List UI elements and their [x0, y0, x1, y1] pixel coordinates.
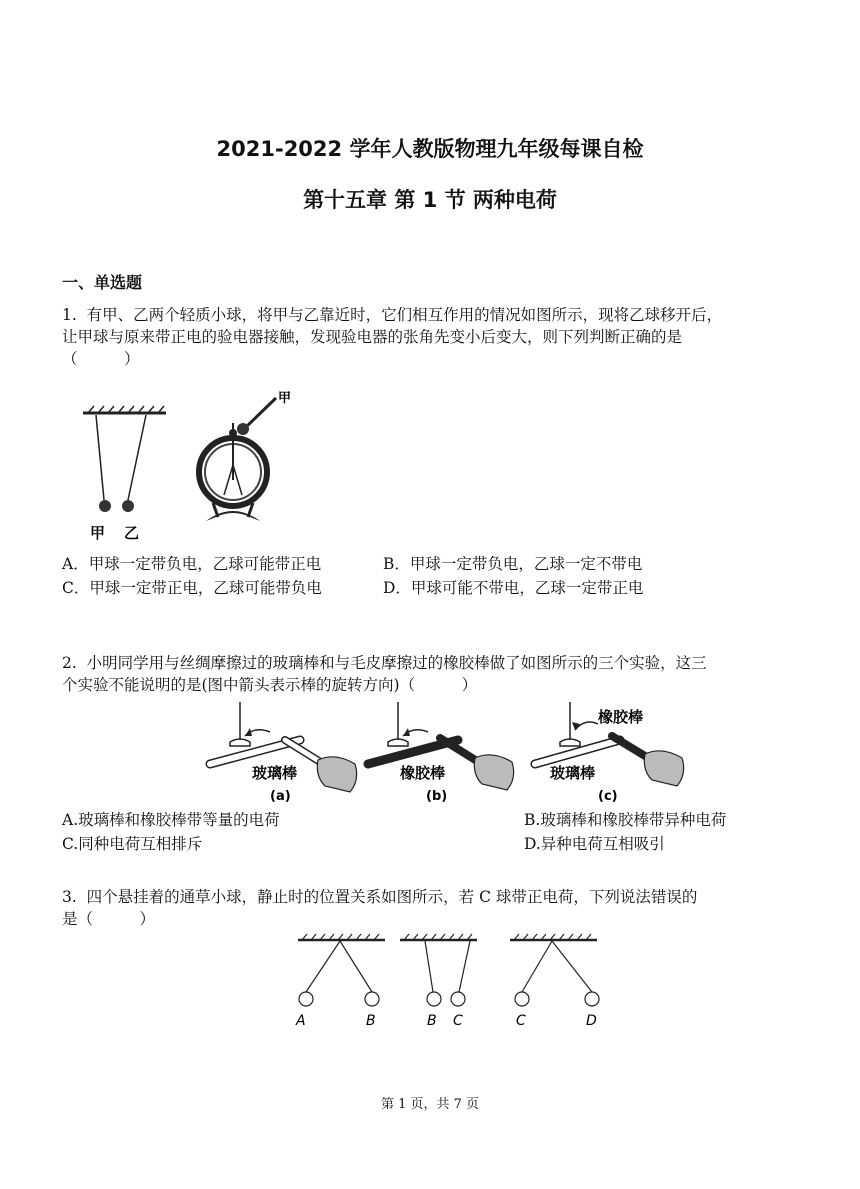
document-subtitle: 第十五章 第 1 节 两种电荷	[303, 188, 557, 212]
label-rod-jia: 甲	[278, 391, 292, 406]
question-2-number: 2.	[62, 654, 77, 672]
question-1-number: 1.	[62, 306, 77, 324]
label-g1-a: A	[296, 1013, 306, 1029]
question-1-option-d: D．甲球可能不带电，乙球一定带正电	[383, 579, 644, 597]
rod-jia	[246, 398, 276, 427]
question-2-option-a: A.玻璃棒和橡胶棒带等量的电荷	[62, 811, 280, 829]
question-3-stem	[62, 886, 840, 930]
question-2-option-d: D.异种电荷互相吸引	[524, 835, 665, 853]
label-g3-c: C	[516, 1013, 526, 1029]
question-2-figure	[200, 700, 700, 806]
label-c-rod: 玻璃棒	[550, 764, 596, 782]
thread-jia	[96, 415, 104, 500]
ball-jia	[99, 500, 111, 512]
section-heading: 一、单选题	[62, 273, 143, 292]
question-1-line2: 让甲球与原来带正电的验电器接触，发现验电器的张角先变小后变大，则下列判断正确的是	[62, 328, 683, 346]
question-3-line1: 四个悬挂着的通草小球，静止时的位置关系如图所示，若 C 球带正电荷，下列说法错误的	[86, 888, 698, 906]
document-title: 2021-2022 学年人教版物理九年级每课自检	[216, 137, 644, 161]
label-yi: 乙	[124, 524, 140, 542]
question-1-figure	[78, 385, 303, 550]
label-c-tag: (c)	[598, 789, 618, 804]
page-footer: 第 1 页，共 7 页	[380, 1097, 480, 1112]
ball-yi	[122, 500, 134, 512]
thread-yi	[128, 415, 146, 500]
rod-ball-jia	[237, 423, 249, 435]
question-3-number: 3.	[62, 888, 77, 906]
question-1-option-c: C．甲球一定带正电，乙球可能带负电	[62, 579, 322, 597]
question-2-stem	[62, 652, 840, 696]
label-g2-c: C	[453, 1013, 463, 1029]
question-2-line2: 个实验不能说明的是(图中箭头表示棒的旋转方向)（ ）	[62, 676, 478, 694]
label-b-tag: (b)	[426, 789, 448, 804]
question-3-line2: 是（ ）	[62, 910, 156, 928]
label-g2-b: B	[427, 1013, 437, 1029]
question-1-line1: 有甲、乙两个轻质小球，将甲与乙靠近时，它们相互作用的情况如图所示，现将乙球移开后，	[86, 306, 723, 324]
pendulum-group-bc	[400, 934, 477, 1029]
pendulum-group-cd	[510, 934, 599, 1029]
question-1-line3: （ ）	[62, 350, 140, 368]
label-a-rod: 玻璃棒	[252, 764, 298, 782]
label-c-top-rod: 橡胶棒	[598, 708, 644, 726]
question-3-figure	[290, 930, 620, 1030]
question-2-option-c: C.同种电荷互相排斥	[62, 835, 203, 853]
question-2-option-b: B.玻璃棒和橡胶棒带异种电荷	[524, 811, 727, 829]
label-g3-d: D	[586, 1013, 597, 1029]
electroscope	[199, 423, 267, 521]
question-1-stem	[62, 304, 840, 370]
panel-b	[368, 702, 514, 804]
question-1-option-b: B．甲球一定带负电，乙球一定不带电	[383, 555, 643, 573]
pendulum-group-ab	[295, 934, 385, 1029]
panel-a	[210, 702, 357, 804]
label-jia: 甲	[90, 524, 106, 542]
label-a-tag: (a)	[270, 789, 291, 804]
label-g1-b: B	[366, 1013, 376, 1029]
question-1-option-a: A．甲球一定带负电，乙球可能带正电	[62, 555, 322, 573]
label-b-rod: 橡胶棒	[400, 764, 446, 782]
question-2-line1: 小明同学用与丝绸摩擦过的玻璃棒和与毛皮摩擦过的橡胶棒做了如图所示的三个实验，这三	[86, 654, 707, 672]
panel-c	[535, 702, 684, 804]
